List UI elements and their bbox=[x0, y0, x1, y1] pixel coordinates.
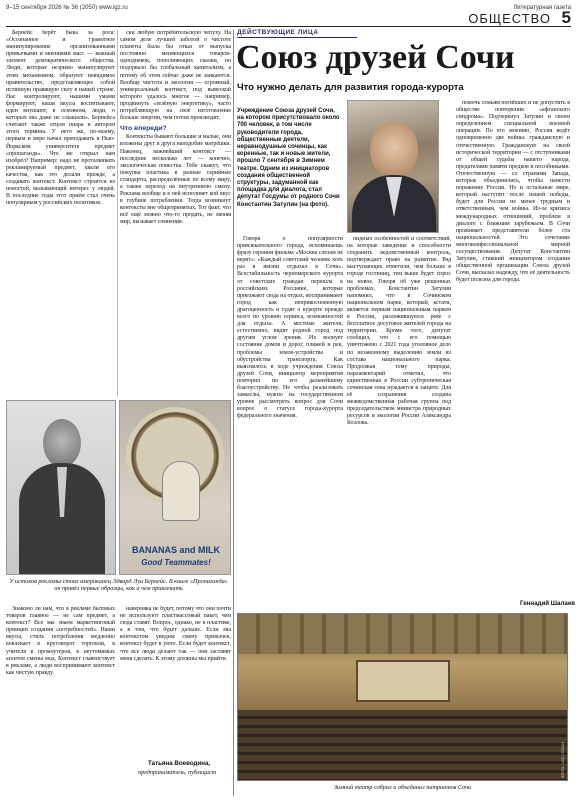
photo-credit: ФОТО: LGZ / СОЧИ bbox=[560, 741, 565, 778]
hall-caption: Зимний театр собрал и объединил патриотов Сочи bbox=[333, 784, 472, 791]
column-divider bbox=[117, 30, 118, 396]
section-title: ОБЩЕСТВО bbox=[468, 11, 551, 26]
hall-stage-screen bbox=[356, 660, 450, 702]
theatre-hall-photo bbox=[237, 613, 568, 781]
portrait-head bbox=[43, 419, 81, 467]
article-text-3: помочь семьям погибших и не допустить в обществе повторения «афганского синдрома». Подчеркнул Затулин и своем определением специальной военной операции. По его мнению, Россия ведёт одновременно две войны: гражданскую и отечественную. Гражданскую на своей исторической территории — с отступниками от общей судьбы нашего народа, предателями памяти предков и пособниками. Отечественную — со странами Запада, которые объединились, чтобы нанести поражение России. Но и остальные мире, который наступит после нашей победы, будет для России не менее трудным и ответственным, чем войны. Из-за кризиса международных отношений, проблем в диалоге с ближним зарубежьем. В Сочи проживает представители более ста национальностей. Это сочетание многоконфессиональной мирной сосуществования. Депутат Константин Затулин, ставший инициатором создания общественной организации Союза друзей Сочи, высказал надежду, что её деятельность будет полезна для города. bbox=[456, 100, 570, 284]
article-lead: Учреждение Союза друзей Сочи, на котором присутствовало около 700 человек, в том числе руководители города, общественные деятели, неравнодушные сочинцы, как коренные, так и новые жители, прошло 7 сентября в Зимнем театре. Одним из инициаторов создания общественной структуры, задуманной как площадка для диалога, стал депутат Госдумы от родного Сочи Константин Затулин (на фото). bbox=[237, 108, 340, 208]
ad-slogan: BANANAS and MILK bbox=[132, 545, 220, 555]
deputy-photo bbox=[347, 100, 439, 233]
box-heading: Что впереди? bbox=[120, 125, 167, 133]
sidebar-text-a: Бернейс берёт быка за рога: «Осознанное и грамотное манипулирование организованными привычками и мнениями масс — важный элемент демократического общества. Люди, которые незримо манипулируют этим механизмом, образуют невидимое правительство, представляющее собой истинную правящую силу в нашей стране. Нас контролируют, нашими умами формируют, наши вкусы воспитывают, идеи внушают, в основном, люди, о которых мы даже не слышали». Бернейса считают также отцом пиара и автором этого термина. У него же, по-моему, первым и мере начал преподавать в Нью-Йоркском университете предмет «пропаганда». Что же открыл нам изобрёл? Например: надо не проталкивать рекламируемый предмет, хвали его качества, как это делали прежде, а создавать контекст. Контекст строится из новостей, вызывающий интерес у людей. В последние годы этот приём стал очень популярным у российских политиков. bbox=[6, 30, 115, 207]
hall-audience bbox=[238, 710, 567, 781]
vintage-ad-photo bbox=[119, 400, 231, 575]
sidebar-column-d bbox=[120, 606, 231, 756]
rubric-label: ДЕЙСТВУЮЩИЕ ЛИЦА bbox=[237, 29, 357, 38]
ad-caption: У истоков рекламы стоял американец Эдвард Луи Бернейс. В книге «Пропаганда» он привёл первые образцы, как и чем привлекать bbox=[9, 578, 228, 593]
article-title: Союз друзей Сочи bbox=[236, 39, 515, 76]
sidebar-text-d: наверняка не будет, потому что они почти не используют пластмассовый пакет, чем сюда ставят. Вопрос, однако, не в пластике, а в том, что будет дальше. Если мы контекстом увидим смену привычек, контекст будет в уюте. Если будет контекст, что все люди делают так — они заставят меня сделать. К этому должны мы прийти. bbox=[120, 606, 231, 662]
article-column-2 bbox=[347, 236, 451, 610]
article-column-1 bbox=[237, 236, 343, 610]
box-text: Контексты бывают большие и малые, они вложены друг в друга наподобие матрёшки. Наконец, важнейший контекст — последние несколько лет — конечно, экологическая повестка. Тебе скажут, что покупка пластика в разные серийные стандарты, распределённые по всему миру, а также переход на внутреннюю смену. Реклама вообще и в ней исполняет кой вкус в глубине потребления. Тогда возникнут контексты вне общепринятых. Тот факт, что всё ещё можно что-то продать, не меняя мир, вызывает сомнения. bbox=[120, 134, 231, 226]
hall-ceiling bbox=[238, 614, 567, 654]
deputy-face bbox=[370, 121, 418, 179]
page-header bbox=[6, 4, 571, 26]
sidebar-text-b: ски любую потребительскую чепуху. На самом деле лучшей заботой о чистоте планеты была бы отказ от выпуска постоянно меняющихся товаров-однодневок, пополняющих свалки, но подорвало бы глобальный капитализм, а потому об этом сейчас даже не заикаются. Вообще чистота и экология — огромный, универсальный контекст, под вывеской которого удалось многое — например, продвинуть «зелёную энергетику», часто потребляющую на своё изготовление больше энергии, чем потом производит. bbox=[120, 30, 231, 122]
article-text-1: Говоря о популярности привлекательного города, вспоминаешь фразу героини фильма «Москва слезам не верит»: «Каждый советский человек хоть раз в жизни отдыхал в Сочи». Всестабильность черноморского курорта от советских граждан перешла к российским. Россияне, которые приезжают сюда на отдых, воспринимают город как неприкосновенную драгоценность и судят о курорте прежде всего по уровню сервиса, возможностей для отдыха. А местные жители, естественно, видят родной город под другим углом зрения. Их волнует состояние домов и дорог, пляжей и рек, проблемы земле-устройства и обустройства транспорта. Как выяснилось в ходе учреждения Союза друзей Сочи, инициатор мероприятия повторил по его дальнейшему благоустройству. Не чтобы реализовать замыслы, нужно на государственном уровне рассмотреть вопрос для Сочи вопрос о статусе города-курорта федерального значения. bbox=[237, 236, 343, 420]
sidebar-column-b bbox=[120, 30, 231, 396]
sidebar-author: Татьяна Воеводина, bbox=[148, 760, 211, 767]
sidebar-text-c: Знакомо ли нам, что в рекламе бытовых товаров главное — не сам предмет, а контекст? Все мы знаем маркетинговый принцип создания «потребностей». Наши вкусы, стиль потребления медленно вовлекает в круговорот торговли, в учителя в промоутеров, в неутомимых агентов смены мод. Контекст главенствует в рекламе, а люди воспринимают контекст как чистую правду. bbox=[6, 606, 115, 676]
paper-name: Литературная газета bbox=[513, 5, 571, 11]
ad-slogan-secondary: Good Teammates! bbox=[141, 558, 211, 567]
sidebar-column-c bbox=[6, 606, 115, 796]
sidebar-author-role: предприниматель, публицист bbox=[138, 769, 217, 776]
article-author: Геннадий Шалаев bbox=[520, 600, 576, 607]
section-divider bbox=[233, 30, 234, 796]
ad-figure bbox=[162, 461, 200, 521]
sidebar-column-a bbox=[6, 30, 115, 396]
article-column-3 bbox=[456, 100, 570, 598]
page-number: 5 bbox=[561, 8, 571, 27]
article-text-2: пидных особенностей и соответствий, на которые заведение и способности сохранить ведомственный контроль, подтверждает право на развитие. Ряд выступающих отметили, чем больше в городе гостиниц, тем выше будет спрос на новое. Говоря об уже решенных проблемах, Константин Затулин напомнил, что в Сочинском национальном парке, который, кстати, является первым национальным парком в России, разложившуюся реке с бесплатное досуговое жителей города на территории. Кроме того, депутат сообщил, что с его помощью уничтожено с 2021 года уголовное дело по незаконному выделению земли из состава национального парка. Продолжая тему природы, парламентарий отметил, что единственная в России субтропическая сочинская зона нуждается в защите. Для её сохранения создана межведомственная рабочая группа под председательством министра природных ресурсов и экологии России Александра Козлова. bbox=[347, 236, 451, 427]
header-rule bbox=[6, 26, 571, 27]
portrait-photo bbox=[6, 400, 116, 575]
article-subtitle: Что нужно делать для развития города-курорта bbox=[237, 82, 464, 93]
issue-info: 9–15 сентября 2026 № 36 (2050) www.lgz.ru bbox=[6, 5, 128, 11]
